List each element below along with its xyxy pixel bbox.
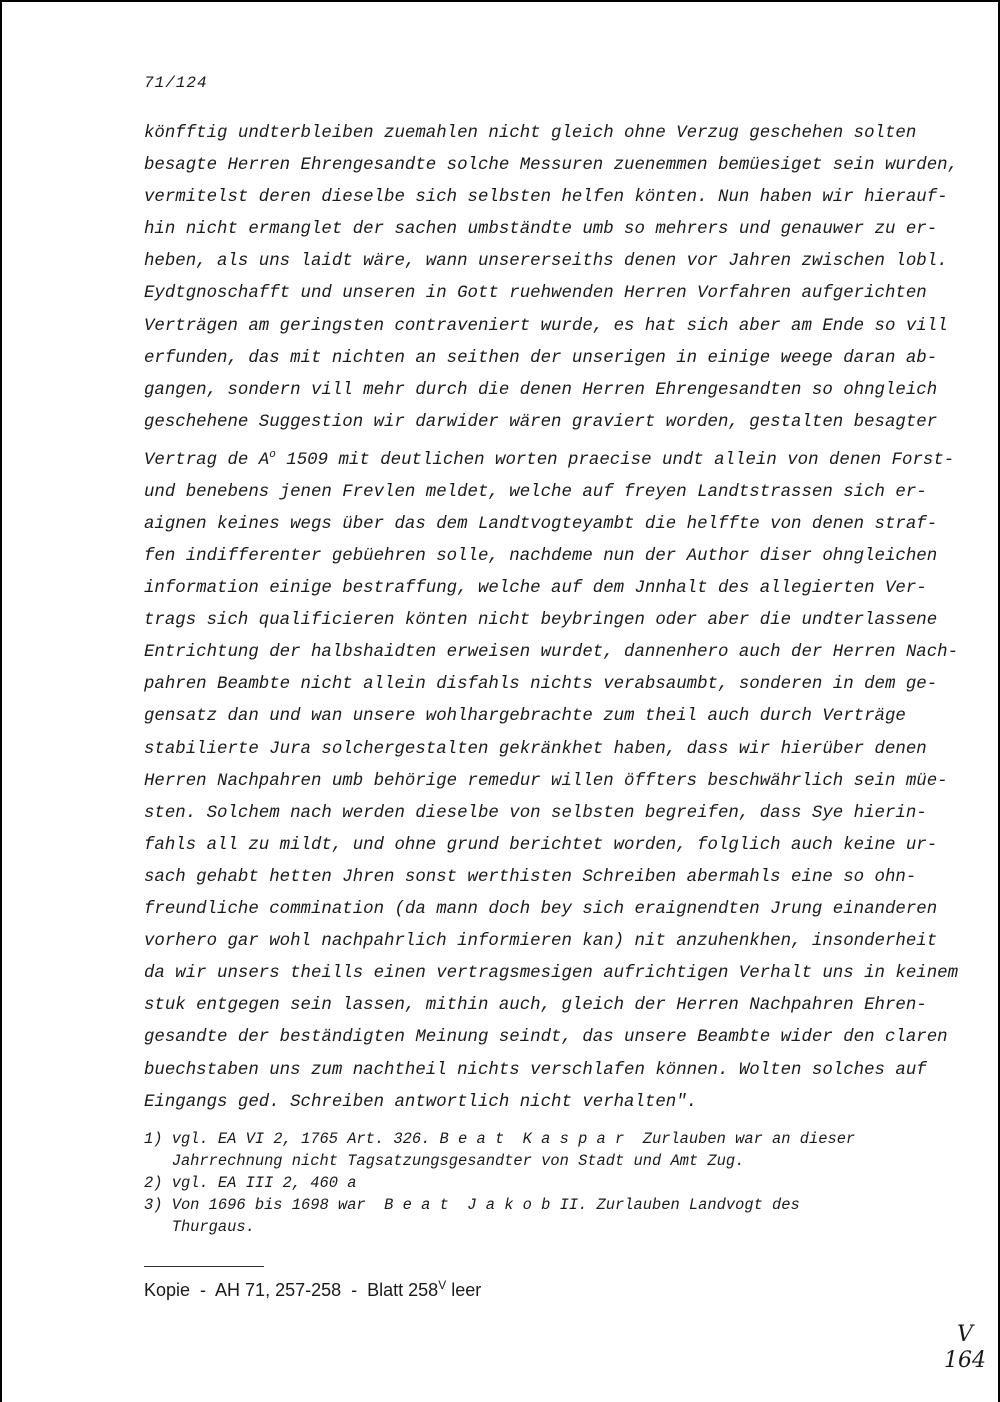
page-border-left [0, 0, 2, 1402]
text-line: pahren Beambte nicht allein disfahls nichts verabsaumbt, sonderen in dem ge- [144, 675, 938, 695]
text-line: vermitelst deren dieselbe sich selbsten helfen könten. Nun haben wir hierauf- [144, 188, 948, 208]
footnotes [144, 1128, 934, 1238]
text-line: information einige bestraffung, welche auf dem Jnnhalt des allegierten Ver- [144, 579, 927, 599]
text-line: geschehene Suggestion wir darwider wären graviert worden, gestalten besagter [144, 412, 938, 432]
vertrag-prefix: Vertrag de A [144, 450, 270, 470]
text-line: stabilierte Jura solchergestalten gekränkhet haben, dass wir hierüber denen [144, 739, 927, 759]
text-line: sten. Solchem nach werden dieselbe von selbsten begreifen, dass Sye hierin- [144, 803, 927, 823]
text-line: trags sich qualificieren könten nicht beybringen oder aber die undterlassene [144, 611, 938, 631]
text-line: gesandte der beständigten Meinung seindt, das unsere Beambte wider den claren [144, 1028, 948, 1048]
footnote-line: Thurgaus. [144, 1218, 255, 1236]
text-line: da wir unsers theills einen vertragsmesigen aufrichtigen Verhalt uns in keinem [144, 964, 959, 984]
text-line: fahls all zu mildt, und ohne grund berichtet worden, folglich auch keine ur- [144, 835, 938, 855]
transcription-body [144, 118, 959, 1119]
verso-superscript: V [438, 1278, 447, 1292]
text-line: Herren Nachpahren umb behörige remedur willen öffters beschwährlich sein müe- [144, 771, 948, 791]
text-line: aignen keines wegs über das dem Landtvogteyambt die helffte von denen straf- [144, 514, 938, 534]
footer-divider [144, 1266, 264, 1267]
footnote-line: 3) Von 1696 bis 1698 war B e a t J a k o b II. Zurlauben Landvogt des [144, 1196, 800, 1214]
handwritten-sheet-number [940, 1322, 990, 1374]
text-line: erfunden, das mit nichten an seithen der unserigen in einige weege daran ab- [144, 348, 938, 368]
text-line: freundliche commination (da mann doch bey sich eraignendten Jrung einanderen [144, 900, 938, 920]
text-line: gangen, sondern vill mehr durch die denen Herren Ehrengesandten so ohngleich [144, 380, 938, 400]
text-line: könfftig undterbleiben zuemahlen nicht gleich ohne Verzug geschehen solten [144, 124, 917, 143]
vertrag-suffix: 1509 mit deutlichen worten praecise undt allein von denen Forst- [275, 450, 955, 470]
archive-code: 71/124 [144, 74, 208, 92]
text-line: gensatz dan und wan unsere wohlhargebrachte zum theil auch durch Verträge [144, 707, 906, 727]
text-line: Entrichtung der halbshaidten erweisen wurdet, dannenhero auch der Herren Nach- [144, 643, 959, 663]
text-line: vorhero gar wohl nachpahrlich informieren kan) nit anzuhenkhen, insonderheit [144, 932, 938, 952]
footnote-line: 1) vgl. EA VI 2, 1765 Art. 326. B e a t K a s p a r Zurlauben war an dieser [144, 1130, 856, 1148]
text-line: sach gehabt hetten Jhren sonst werthisten Schreiben abermahls eine so ohn- [144, 867, 917, 887]
source-footer [144, 1278, 481, 1301]
text-line: hin nicht ermanglet der sachen umbständte umb so mehrers und genauwer zu er- [144, 220, 938, 240]
text-line: Verträgen am geringsten contraveniert wurde, es hat sich aber am Ende so vill [144, 316, 948, 336]
text-line-vertrag [144, 439, 955, 477]
footnote-line: Jahrrechnung nicht Tagsatzungsgesandter von Stadt und Amt Zug. [144, 1152, 745, 1170]
footer-text-end: leer [446, 1280, 482, 1300]
page-border-top [0, 0, 1000, 2]
sheet-mark-number: 164 [944, 1348, 986, 1373]
text-line: stuk entgegen sein lassen, mithin auch, gleich der Herren Nachpahren Ehren- [144, 996, 927, 1016]
footnote-line: 2) vgl. EA III 2, 460 a [144, 1174, 357, 1192]
text-line: Eingangs ged. Schreiben antwortlich nicht verhalten". [144, 1092, 698, 1112]
text-line: besagte Herren Ehrengesandte solche Messuren zuenemmen bemüesiget sein wurden, [144, 156, 959, 176]
text-line: Eydtgnoschafft und unseren in Gott ruehwenden Herren Vorfahren aufgerichten [144, 284, 927, 304]
text-line: heben, als uns laidt wäre, wann unsererseiths denen vor Jahren zwischen lobl. [144, 252, 948, 272]
text-line: buechstaben uns zum nachtheil nichts verschlafen können. Wolten solches auf [144, 1060, 927, 1080]
sheet-mark-top: V [957, 1322, 973, 1347]
anno-superscript: o [269, 448, 276, 461]
text-line: und benebens jenen Frevlen meldet, welche auf freyen Landtstrassen sich er- [144, 482, 927, 502]
text-line: fen indifferenter gebüehren solle, nachdeme nun der Author diser ohngleichen [144, 547, 938, 567]
footer-text: Kopie - AH 71, 257-258 - Blatt 258 [144, 1280, 439, 1300]
